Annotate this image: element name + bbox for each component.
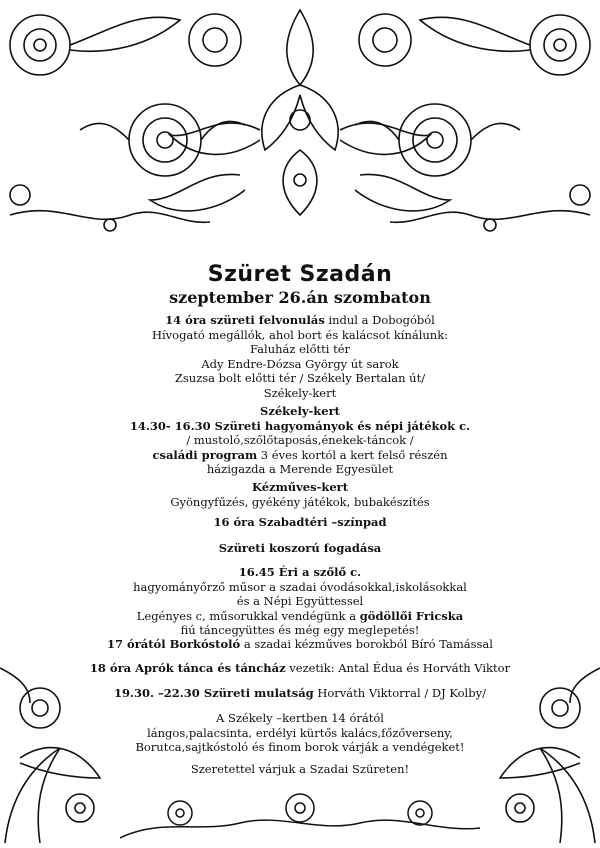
eri-section [0, 565, 600, 638]
szekely-line-4: házigazda a Merende Egyesület [206, 462, 394, 477]
crafts-heading: Kézműves-kert [251, 480, 349, 494]
crafts-line-1: Gyöngyfűzés, gyékény játékok, bubakészítés [170, 494, 430, 509]
eri-line-1: 16.45 Éri a szőlő c. [238, 565, 362, 579]
dance-line [0, 661, 600, 676]
party-detail: Horváth Viktorral / DJ Kolby/ [313, 686, 486, 700]
party-line [0, 686, 600, 701]
parade-section [0, 313, 600, 401]
family-program-label: családi program [152, 447, 258, 462]
food-section [0, 711, 600, 755]
wine-title: 17 órától Borkóstoló [107, 637, 241, 651]
stage-line: 16 óra Szabadtéri –színpad [213, 515, 387, 529]
guest-name: gödöllői Fricska [359, 608, 464, 623]
parade-line-2: Hívogató megállók, ahol bort és kalácsot kínálunk: [151, 327, 449, 342]
parade-stop-4: Székely-kert [263, 385, 337, 400]
szekely-section [0, 404, 600, 477]
page-subtitle: szeptember 26.án szombaton [169, 288, 431, 307]
eri-line-3: és a Népi Együttessel [236, 594, 364, 609]
food-line-1: A Székely –kertben 14 órától [216, 711, 384, 725]
dance-detail: vezetik: Antal Édua és Horváth Viktor [285, 661, 511, 675]
parade-stop-3: Zsuzsa bolt előtti tér / Székely Bertalan út/ [174, 371, 426, 386]
parade-stop-2: Ady Endre-Dózsa György út sarok [201, 356, 399, 371]
eri-line-4 [0, 609, 600, 624]
parade-start: indul a Dobogóból [324, 313, 435, 327]
szekely-heading: Székely-kert [260, 404, 340, 418]
parade-time: 14 óra szüreti felvonulás [165, 313, 325, 327]
szekely-line-3 [0, 448, 600, 463]
eri-line-5: fiú táncegyüttes és még egy meglepetés! [180, 623, 420, 638]
wreath-line: Szüreti koszorú fogadása [218, 541, 382, 555]
page-title: Szüret Szadán [207, 262, 393, 287]
family-program-detail: 3 éves kortól a kert felső részén [257, 447, 448, 462]
szekely-line-2: / mustoló,szőlőtaposás,énekek-táncok / [186, 433, 414, 448]
party-title: 19.30. –22.30 Szüreti mulatság [114, 686, 314, 700]
closing-line: Szeretettel várjuk a Szadai Szüreten! [190, 762, 410, 776]
eri-line-2: hagyományőrző műsor a szadai óvodásokkal,iskolásokkal [133, 579, 467, 594]
dance-title: 18 óra Aprók tánca és táncház [89, 661, 286, 675]
crafts-section [0, 480, 600, 509]
parade-stop-1: Faluház előtti tér [249, 342, 351, 357]
food-line-3: Borutca,sajtkóstoló és finom borok várják a vendégeket! [135, 740, 465, 755]
szekely-line-1: 14.30- 16.30 Szüreti hagyományok és népi játékok c. [129, 418, 471, 433]
guest-intro: Legényes c, műsorukkal vendégünk a [136, 608, 360, 623]
parade-line-1 [0, 313, 600, 328]
food-line-2: lángos,palacsinta, erdélyi kürtős kalács,főzőverseny, [147, 725, 453, 740]
wine-detail: a szadai kézműves borokból Bíró Tamással [240, 637, 493, 651]
wine-line [0, 637, 600, 652]
